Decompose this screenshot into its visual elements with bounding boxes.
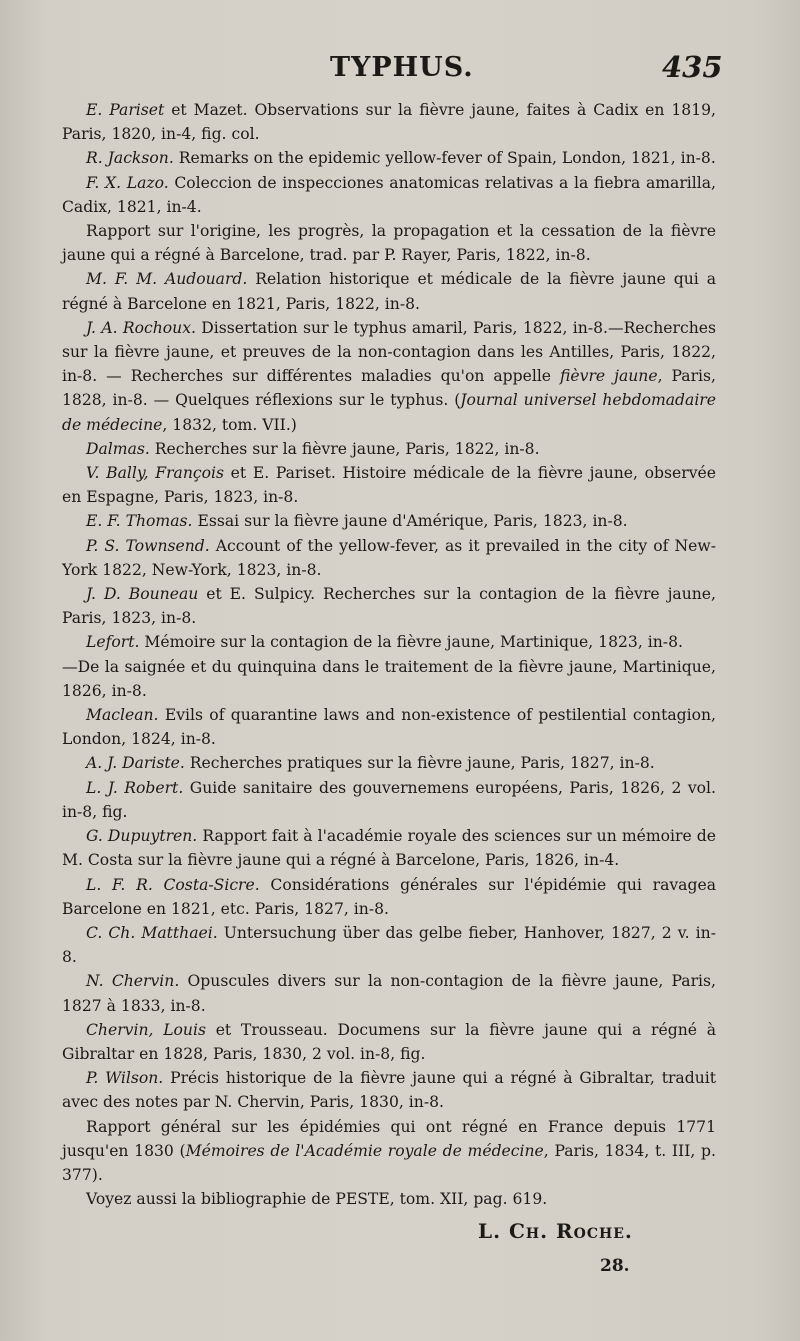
bibliography-entry bbox=[62, 219, 716, 267]
entry-author: N. Chervin. bbox=[86, 972, 180, 991]
entry-coauthor: et Mazet. bbox=[164, 101, 248, 119]
bibliography-entry bbox=[62, 824, 716, 872]
bibliography-list bbox=[62, 98, 716, 1211]
entry-author: J. A. Rochoux. bbox=[86, 318, 196, 337]
entry-coauthor: et Trousseau. bbox=[205, 1020, 328, 1039]
entry-coauthor: et E. Pariset. bbox=[223, 464, 336, 483]
entry-text: Voyez aussi la bibliographie de PESTE, tom. XII, pag. 619. bbox=[86, 1190, 548, 1209]
entry-italic-title: Mémoires de l'Académie royale de médecine bbox=[185, 1141, 544, 1160]
entry-text: Recherches sur la contagion de la fièvre jaune, Paris, 1823, in-8. bbox=[62, 585, 716, 628]
entry-author: P. S. Townsend. bbox=[86, 536, 210, 555]
entry-author: Chervin, Louis bbox=[86, 1020, 206, 1039]
entry-text-continued: , Paris, 1828, in-8. — Quelques réflexions sur le typhus. ( bbox=[62, 367, 716, 410]
bibliography-entry bbox=[62, 776, 716, 824]
entry-italic-title: fièvre jaune bbox=[560, 367, 658, 386]
entry-coauthor: et E. Sulpicy. bbox=[198, 585, 316, 604]
entry-text: Rapport sur l'origine, les progrès, la propagation et la cessation de la fièvre jaune qui a régné à Barcelone, trad. par P. Rayer, Paris, 1822, in-8. bbox=[62, 222, 716, 265]
author-signature: L. Ch. Roche. bbox=[478, 1219, 633, 1243]
bibliography-entry bbox=[62, 534, 716, 582]
entry-text: Rapport fait à l'académie royale des sciences sur un mémoire de M. Costa sur la fièvre jaune qui a régné à Barcelone, Paris, 1826, in-4. bbox=[62, 827, 716, 870]
bibliography-entry bbox=[62, 267, 716, 315]
bibliography-entry bbox=[62, 98, 716, 146]
entry-text: Dissertation sur le typhus amaril, Paris, 1822, in-8.—Recherches sur la fièvre jaune, et preuves de la non-contagion dans les Antilles, Paris, 1822, in-8. — Recherches sur différentes maladies qu'on appelle bbox=[62, 318, 717, 386]
entry-author: J. D. Bouneau bbox=[86, 585, 199, 604]
bibliography-entry bbox=[62, 461, 716, 509]
bibliography-entry bbox=[62, 1066, 716, 1114]
bibliography-entry bbox=[62, 655, 716, 703]
entry-text: Recherches pratiques sur la fièvre jaune, Paris, 1827, in-8. bbox=[184, 754, 655, 773]
entry-author: Lefort. bbox=[86, 633, 140, 652]
sheet-signature-mark: 28. bbox=[600, 1256, 630, 1276]
entry-text-end: , 1832, tom. VII.) bbox=[162, 415, 297, 434]
entry-author: L. J. Robert. bbox=[86, 778, 184, 797]
entry-author: R. Jackson. bbox=[86, 149, 174, 168]
entry-author: F. X. Lazo. bbox=[86, 173, 169, 192]
bibliography-entry bbox=[62, 630, 716, 654]
entry-text: Précis historique de la fièvre jaune qui a régné à Gibraltar, traduit avec des notes par N. Chervin, Paris, 1830, in-8. bbox=[62, 1069, 716, 1112]
entry-author: E. Pariset bbox=[86, 101, 165, 119]
bibliography-entry bbox=[62, 873, 716, 921]
page-number: 435 bbox=[662, 50, 723, 84]
bibliography-entry bbox=[62, 1187, 716, 1211]
entry-text: Coleccion de inspecciones anatomicas relativas a la fiebra amarilla, Cadix, 1821, in-4. bbox=[62, 173, 716, 216]
entry-italic-journal: Journal universel hebdomadaire de médecine bbox=[62, 391, 716, 434]
bibliography-entry bbox=[62, 703, 716, 751]
entry-text: Essai sur la fièvre jaune d'Amérique, Paris, 1823, in-8. bbox=[192, 512, 628, 531]
bibliography-entry bbox=[62, 437, 716, 461]
bibliography-entry bbox=[62, 582, 716, 630]
entry-author: C. Ch. Matthaei. bbox=[86, 923, 218, 942]
running-title: TYPHUS. bbox=[330, 52, 474, 83]
entry-text: Considérations générales sur l'épidémie qui ravagea Barcelone en 1821, etc. Paris, 1827, in-8. bbox=[62, 875, 716, 918]
entry-text: —De la saignée et du quinquina dans le traitement de la fièvre jaune, Martinique, 1826, in-8. bbox=[62, 657, 716, 700]
bibliography-entry bbox=[62, 1115, 716, 1188]
bibliography-entry bbox=[62, 969, 716, 1017]
entry-author: Maclean. bbox=[86, 706, 159, 725]
entry-author: E. F. Thomas. bbox=[86, 512, 193, 531]
entry-author: V. Bally, François bbox=[86, 464, 224, 483]
bibliography-entry bbox=[62, 146, 716, 170]
bibliography-entry bbox=[62, 751, 716, 775]
entry-author: M. F. M. Audouard. bbox=[86, 270, 248, 289]
entry-text: Histoire médicale de la fièvre jaune, observée en Espagne, Paris, 1823, in-8. bbox=[62, 464, 716, 507]
bibliography-entry bbox=[62, 316, 716, 437]
bibliography-entry bbox=[62, 1018, 716, 1066]
entry-text: Observations sur la fièvre jaune, faites à Cadix en 1819, Paris, 1820, in-4, fig. col. bbox=[62, 101, 716, 144]
entry-text: Untersuchung über das gelbe fieber, Hanhover, 1827, 2 v. in-8. bbox=[62, 923, 716, 967]
entry-text-continued: , Paris, 1834, t. III, p. 377). bbox=[62, 1141, 716, 1184]
entry-text: Mémoire sur la contagion de la fièvre jaune, Martinique, 1823, in-8. bbox=[139, 633, 683, 652]
entry-text: Relation historique et médicale de la fièvre jaune qui a régné à Barcelone en 1821, Paris, 1822, in-8. bbox=[62, 270, 716, 313]
bibliography-entry bbox=[62, 921, 716, 969]
entry-author: A. J. Dariste. bbox=[86, 754, 185, 773]
page-header bbox=[0, 50, 800, 90]
entry-author: L. F. R. Costa-Sicre. bbox=[86, 875, 260, 894]
bibliography-entry bbox=[62, 171, 716, 219]
entry-text: Documens sur la fièvre jaune qui a régné à Gibraltar en 1828, Paris, 1830, 2 vol. in-8, fig. bbox=[62, 1020, 717, 1063]
entry-text: Guide sanitaire des gouvernemens européens, Paris, 1826, 2 vol. in-8, fig. bbox=[62, 778, 716, 821]
entry-text: Evils of quarantine laws and non-existence of pestilential contagion, London, 1824, in-8. bbox=[62, 706, 716, 749]
entry-text: Opuscules divers sur la non-contagion de la fièvre jaune, Paris, 1827 à 1833, in-8. bbox=[62, 972, 716, 1015]
entry-text: Account of the yellow-fever, as it prevailed in the city of New-York 1822, New-York, 1823, in-8. bbox=[62, 536, 716, 579]
entry-text: Remarks on the epidemic yellow-fever of Spain, London, 1821, in-8. bbox=[173, 149, 716, 168]
bibliography-entry bbox=[62, 509, 716, 533]
entry-text: Rapport général sur les épidémies qui ont régné en France depuis 1771 jusqu'en 1830 ( bbox=[62, 1117, 716, 1160]
entry-author: P. Wilson. bbox=[86, 1069, 164, 1088]
entry-text: Recherches sur la fièvre jaune, Paris, 1822, in-8. bbox=[149, 439, 540, 458]
entry-author: G. Dupuytren. bbox=[86, 827, 198, 846]
entry-author: Dalmas. bbox=[86, 439, 150, 458]
